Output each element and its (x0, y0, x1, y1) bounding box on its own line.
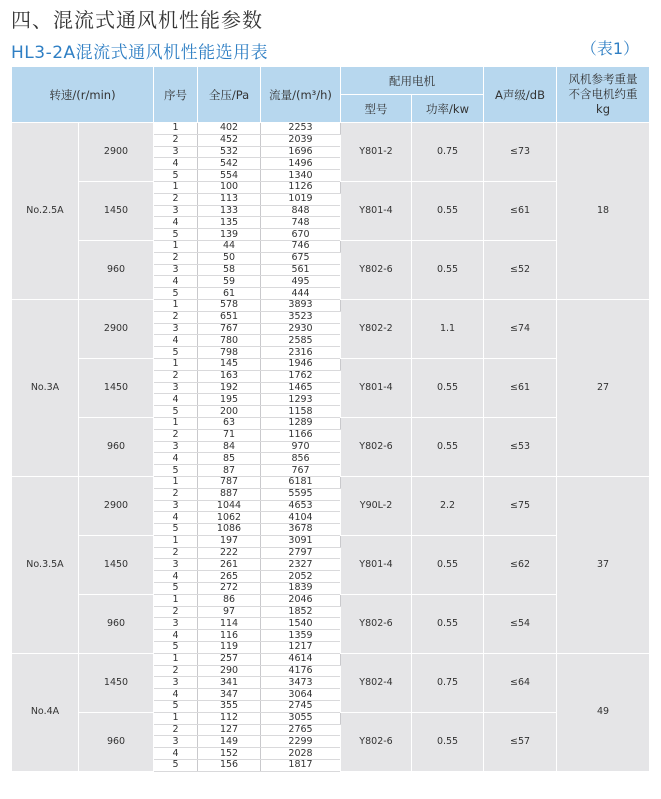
header-speed: 转速/(r/min) (12, 67, 154, 123)
fan-model-cell: No.3.5A (12, 476, 79, 653)
speed-cell: 1450 (79, 653, 154, 712)
pressure-cell: 1044 (198, 500, 261, 512)
motor-model-cell: Y801-4 (341, 535, 412, 594)
motor-model-cell: Y802-6 (341, 240, 412, 299)
motor-model-cell: Y802-6 (341, 712, 412, 771)
pressure-cell: 542 (198, 158, 261, 170)
flow-cell: 3523 (261, 311, 341, 323)
weight-cell: 49 (557, 653, 650, 771)
pressure-cell: 85 (198, 453, 261, 465)
flow-cell: 1166 (261, 429, 341, 441)
flow-cell: 1817 (261, 760, 341, 772)
seq-cell: 2 (154, 370, 198, 382)
header-noise: A声级/dB (484, 67, 557, 123)
flow-cell: 561 (261, 264, 341, 276)
seq-cell: 5 (154, 642, 198, 654)
pressure-cell: 86 (198, 594, 261, 606)
pressure-cell: 887 (198, 488, 261, 500)
motor-power-cell: 0.55 (412, 181, 484, 240)
pressure-cell: 163 (198, 370, 261, 382)
header-weight-text: 风机参考重量不含电机约重kg (568, 72, 638, 116)
pressure-cell: 84 (198, 441, 261, 453)
motor-power-cell: 0.55 (412, 712, 484, 771)
seq-cell: 1 (154, 594, 198, 606)
pressure-cell: 347 (198, 689, 261, 701)
seq-cell: 1 (154, 181, 198, 193)
seq-cell: 4 (154, 276, 198, 288)
seq-cell: 4 (154, 630, 198, 642)
seq-cell: 4 (154, 335, 198, 347)
seq-cell: 4 (154, 217, 198, 229)
fan-model-cell: No.3A (12, 299, 79, 476)
motor-power-cell: 0.55 (412, 240, 484, 299)
flow-cell: 4653 (261, 500, 341, 512)
motor-model-cell: Y802-6 (341, 594, 412, 653)
seq-cell: 2 (154, 429, 198, 441)
pressure-cell: 59 (198, 276, 261, 288)
seq-cell: 5 (154, 229, 198, 241)
table-row (12, 712, 650, 724)
seq-cell: 2 (154, 134, 198, 146)
flow-cell: 3473 (261, 677, 341, 689)
motor-model-cell: Y802-4 (341, 653, 412, 712)
seq-cell: 2 (154, 311, 198, 323)
pressure-cell: 265 (198, 571, 261, 583)
speed-cell: 1450 (79, 535, 154, 594)
flow-cell: 3678 (261, 524, 341, 536)
flow-cell: 856 (261, 453, 341, 465)
noise-cell: ≤62 (484, 535, 557, 594)
pressure-cell: 97 (198, 606, 261, 618)
flow-cell: 670 (261, 229, 341, 241)
flow-cell: 1839 (261, 583, 341, 595)
pressure-cell: 145 (198, 358, 261, 370)
seq-cell: 2 (154, 252, 198, 264)
weight-cell: 27 (557, 299, 650, 476)
flow-cell: 970 (261, 441, 341, 453)
pressure-cell: 197 (198, 535, 261, 547)
seq-cell: 2 (154, 547, 198, 559)
flow-cell: 1340 (261, 170, 341, 182)
noise-cell: ≤75 (484, 476, 557, 535)
flow-cell: 1158 (261, 406, 341, 418)
seq-cell: 2 (154, 724, 198, 736)
seq-cell: 1 (154, 240, 198, 252)
table-row (12, 476, 650, 488)
noise-cell: ≤64 (484, 653, 557, 712)
pressure-cell: 1086 (198, 524, 261, 536)
flow-cell: 1359 (261, 630, 341, 642)
seq-cell: 1 (154, 417, 198, 429)
seq-cell: 1 (154, 535, 198, 547)
pressure-cell: 200 (198, 406, 261, 418)
noise-cell: ≤57 (484, 712, 557, 771)
pressure-cell: 290 (198, 665, 261, 677)
flow-cell: 2585 (261, 335, 341, 347)
flow-cell: 848 (261, 205, 341, 217)
pressure-cell: 114 (198, 618, 261, 630)
seq-cell: 2 (154, 193, 198, 205)
seq-cell: 1 (154, 712, 198, 724)
noise-cell: ≤54 (484, 594, 557, 653)
noise-cell: ≤74 (484, 299, 557, 358)
seq-cell: 4 (154, 689, 198, 701)
flow-cell: 2028 (261, 748, 341, 760)
pressure-cell: 222 (198, 547, 261, 559)
pressure-cell: 192 (198, 382, 261, 394)
flow-cell: 2930 (261, 323, 341, 335)
flow-cell: 2316 (261, 347, 341, 359)
table-row (12, 594, 650, 606)
seq-cell: 5 (154, 465, 198, 477)
flow-cell: 3055 (261, 712, 341, 724)
fan-model-cell: No.4A (12, 653, 79, 771)
table-row (12, 417, 650, 429)
flow-cell: 1946 (261, 358, 341, 370)
header-pressure: 全压/Pa (198, 67, 261, 123)
flow-cell: 2046 (261, 594, 341, 606)
pressure-cell: 50 (198, 252, 261, 264)
pressure-cell: 195 (198, 394, 261, 406)
flow-cell: 2253 (261, 123, 341, 135)
pressure-cell: 787 (198, 476, 261, 488)
flow-cell: 1217 (261, 642, 341, 654)
flow-cell: 3091 (261, 535, 341, 547)
seq-cell: 3 (154, 205, 198, 217)
pressure-cell: 651 (198, 311, 261, 323)
table-row (12, 535, 650, 547)
weight-cell: 18 (557, 123, 650, 300)
speed-cell: 960 (79, 240, 154, 299)
flow-cell: 495 (261, 276, 341, 288)
flow-cell: 1496 (261, 158, 341, 170)
motor-model-cell: Y802-6 (341, 417, 412, 476)
motor-model-cell: Y801-4 (341, 181, 412, 240)
seq-cell: 3 (154, 323, 198, 335)
seq-cell: 4 (154, 394, 198, 406)
flow-cell: 2765 (261, 724, 341, 736)
pressure-cell: 149 (198, 736, 261, 748)
seq-cell: 5 (154, 170, 198, 182)
motor-model-cell: Y801-2 (341, 123, 412, 182)
pressure-cell: 341 (198, 677, 261, 689)
seq-cell: 4 (154, 571, 198, 583)
flow-cell: 2745 (261, 701, 341, 713)
seq-cell: 3 (154, 736, 198, 748)
table-row (12, 358, 650, 370)
speed-cell: 960 (79, 594, 154, 653)
speed-cell: 2900 (79, 299, 154, 358)
pressure-cell: 578 (198, 299, 261, 311)
seq-cell: 2 (154, 488, 198, 500)
motor-power-cell: 2.2 (412, 476, 484, 535)
flow-cell: 767 (261, 465, 341, 477)
pressure-cell: 798 (198, 347, 261, 359)
seq-cell: 3 (154, 618, 198, 630)
pressure-cell: 261 (198, 559, 261, 571)
seq-cell: 2 (154, 606, 198, 618)
seq-cell: 5 (154, 288, 198, 300)
motor-power-cell: 0.55 (412, 358, 484, 417)
noise-cell: ≤61 (484, 181, 557, 240)
pressure-cell: 135 (198, 217, 261, 229)
header-motor: 配用电机 (341, 67, 484, 95)
pressure-cell: 127 (198, 724, 261, 736)
pressure-cell: 452 (198, 134, 261, 146)
pressure-cell: 116 (198, 630, 261, 642)
noise-cell: ≤61 (484, 358, 557, 417)
seq-cell: 5 (154, 347, 198, 359)
pressure-cell: 87 (198, 465, 261, 477)
pressure-cell: 554 (198, 170, 261, 182)
pressure-cell: 355 (198, 701, 261, 713)
seq-cell: 1 (154, 653, 198, 665)
pressure-cell: 780 (198, 335, 261, 347)
pressure-cell: 152 (198, 748, 261, 760)
speed-cell: 1450 (79, 181, 154, 240)
pressure-cell: 767 (198, 323, 261, 335)
seq-cell: 4 (154, 453, 198, 465)
table-title: HL3-2A混流式通风机性能选用表 (11, 43, 269, 63)
noise-cell: ≤52 (484, 240, 557, 299)
seq-cell: 1 (154, 476, 198, 488)
seq-cell: 3 (154, 146, 198, 158)
motor-power-cell: 0.55 (412, 594, 484, 653)
pressure-cell: 257 (198, 653, 261, 665)
seq-cell: 5 (154, 583, 198, 595)
table-row (12, 240, 650, 252)
motor-model-cell: Y802-2 (341, 299, 412, 358)
flow-cell: 1289 (261, 417, 341, 429)
flow-cell: 1540 (261, 618, 341, 630)
header-flow: 流量/(m³/h) (261, 67, 341, 123)
section-heading: 四、混流式通风机性能参数 (11, 8, 263, 32)
flow-cell: 1293 (261, 394, 341, 406)
pressure-cell: 100 (198, 181, 261, 193)
table-row (12, 123, 650, 135)
noise-cell: ≤53 (484, 417, 557, 476)
motor-power-cell: 0.55 (412, 417, 484, 476)
flow-cell: 1696 (261, 146, 341, 158)
seq-cell: 4 (154, 158, 198, 170)
seq-cell: 1 (154, 358, 198, 370)
fan-model-cell: No.2.5A (12, 123, 79, 300)
seq-cell: 3 (154, 500, 198, 512)
speed-cell: 960 (79, 417, 154, 476)
seq-cell: 5 (154, 701, 198, 713)
motor-model-cell: Y801-4 (341, 358, 412, 417)
pressure-cell: 44 (198, 240, 261, 252)
pressure-cell: 156 (198, 760, 261, 772)
motor-power-cell: 0.75 (412, 653, 484, 712)
weight-cell: 37 (557, 476, 650, 653)
flow-cell: 1762 (261, 370, 341, 382)
pressure-cell: 63 (198, 417, 261, 429)
seq-cell: 3 (154, 382, 198, 394)
flow-cell: 5595 (261, 488, 341, 500)
seq-cell: 3 (154, 677, 198, 689)
pressure-cell: 1062 (198, 512, 261, 524)
flow-cell: 2299 (261, 736, 341, 748)
pressure-cell: 113 (198, 193, 261, 205)
header-motor-power: 功率/kw (412, 95, 484, 123)
flow-cell: 2039 (261, 134, 341, 146)
flow-cell: 748 (261, 217, 341, 229)
seq-cell: 3 (154, 441, 198, 453)
flow-cell: 2797 (261, 547, 341, 559)
pressure-cell: 61 (198, 288, 261, 300)
motor-power-cell: 0.75 (412, 123, 484, 182)
flow-cell: 2052 (261, 571, 341, 583)
seq-cell: 5 (154, 760, 198, 772)
table-body (12, 123, 650, 772)
seq-cell: 4 (154, 748, 198, 760)
flow-cell: 1019 (261, 193, 341, 205)
pressure-cell: 112 (198, 712, 261, 724)
pressure-cell: 272 (198, 583, 261, 595)
header-motor-model: 型号 (341, 95, 412, 123)
pressure-cell: 58 (198, 264, 261, 276)
seq-cell: 5 (154, 406, 198, 418)
seq-cell: 3 (154, 264, 198, 276)
seq-cell: 2 (154, 665, 198, 677)
flow-cell: 4176 (261, 665, 341, 677)
flow-cell: 2327 (261, 559, 341, 571)
seq-cell: 5 (154, 524, 198, 536)
pressure-cell: 402 (198, 123, 261, 135)
flow-cell: 1852 (261, 606, 341, 618)
seq-cell: 1 (154, 123, 198, 135)
header-weight (557, 67, 650, 123)
flow-cell: 1465 (261, 382, 341, 394)
performance-table (11, 66, 650, 772)
noise-cell: ≤73 (484, 123, 557, 182)
flow-cell: 4614 (261, 653, 341, 665)
speed-cell: 960 (79, 712, 154, 771)
table-row (12, 653, 650, 665)
flow-cell: 444 (261, 288, 341, 300)
pressure-cell: 133 (198, 205, 261, 217)
motor-model-cell: Y90L-2 (341, 476, 412, 535)
flow-cell: 1126 (261, 181, 341, 193)
pressure-cell: 139 (198, 229, 261, 241)
speed-cell: 2900 (79, 476, 154, 535)
flow-cell: 6181 (261, 476, 341, 488)
pressure-cell: 119 (198, 642, 261, 654)
pressure-cell: 71 (198, 429, 261, 441)
table-row (12, 299, 650, 311)
flow-cell: 3893 (261, 299, 341, 311)
flow-cell: 675 (261, 252, 341, 264)
pressure-cell: 532 (198, 146, 261, 158)
speed-cell: 1450 (79, 358, 154, 417)
seq-cell: 1 (154, 299, 198, 311)
motor-power-cell: 1.1 (412, 299, 484, 358)
flow-cell: 746 (261, 240, 341, 252)
seq-cell: 3 (154, 559, 198, 571)
flow-cell: 4104 (261, 512, 341, 524)
table-row (12, 181, 650, 193)
motor-power-cell: 0.55 (412, 535, 484, 594)
header-seq: 序号 (154, 67, 198, 123)
table-number: （表1） (580, 39, 639, 58)
seq-cell: 4 (154, 512, 198, 524)
flow-cell: 3064 (261, 689, 341, 701)
speed-cell: 2900 (79, 123, 154, 182)
